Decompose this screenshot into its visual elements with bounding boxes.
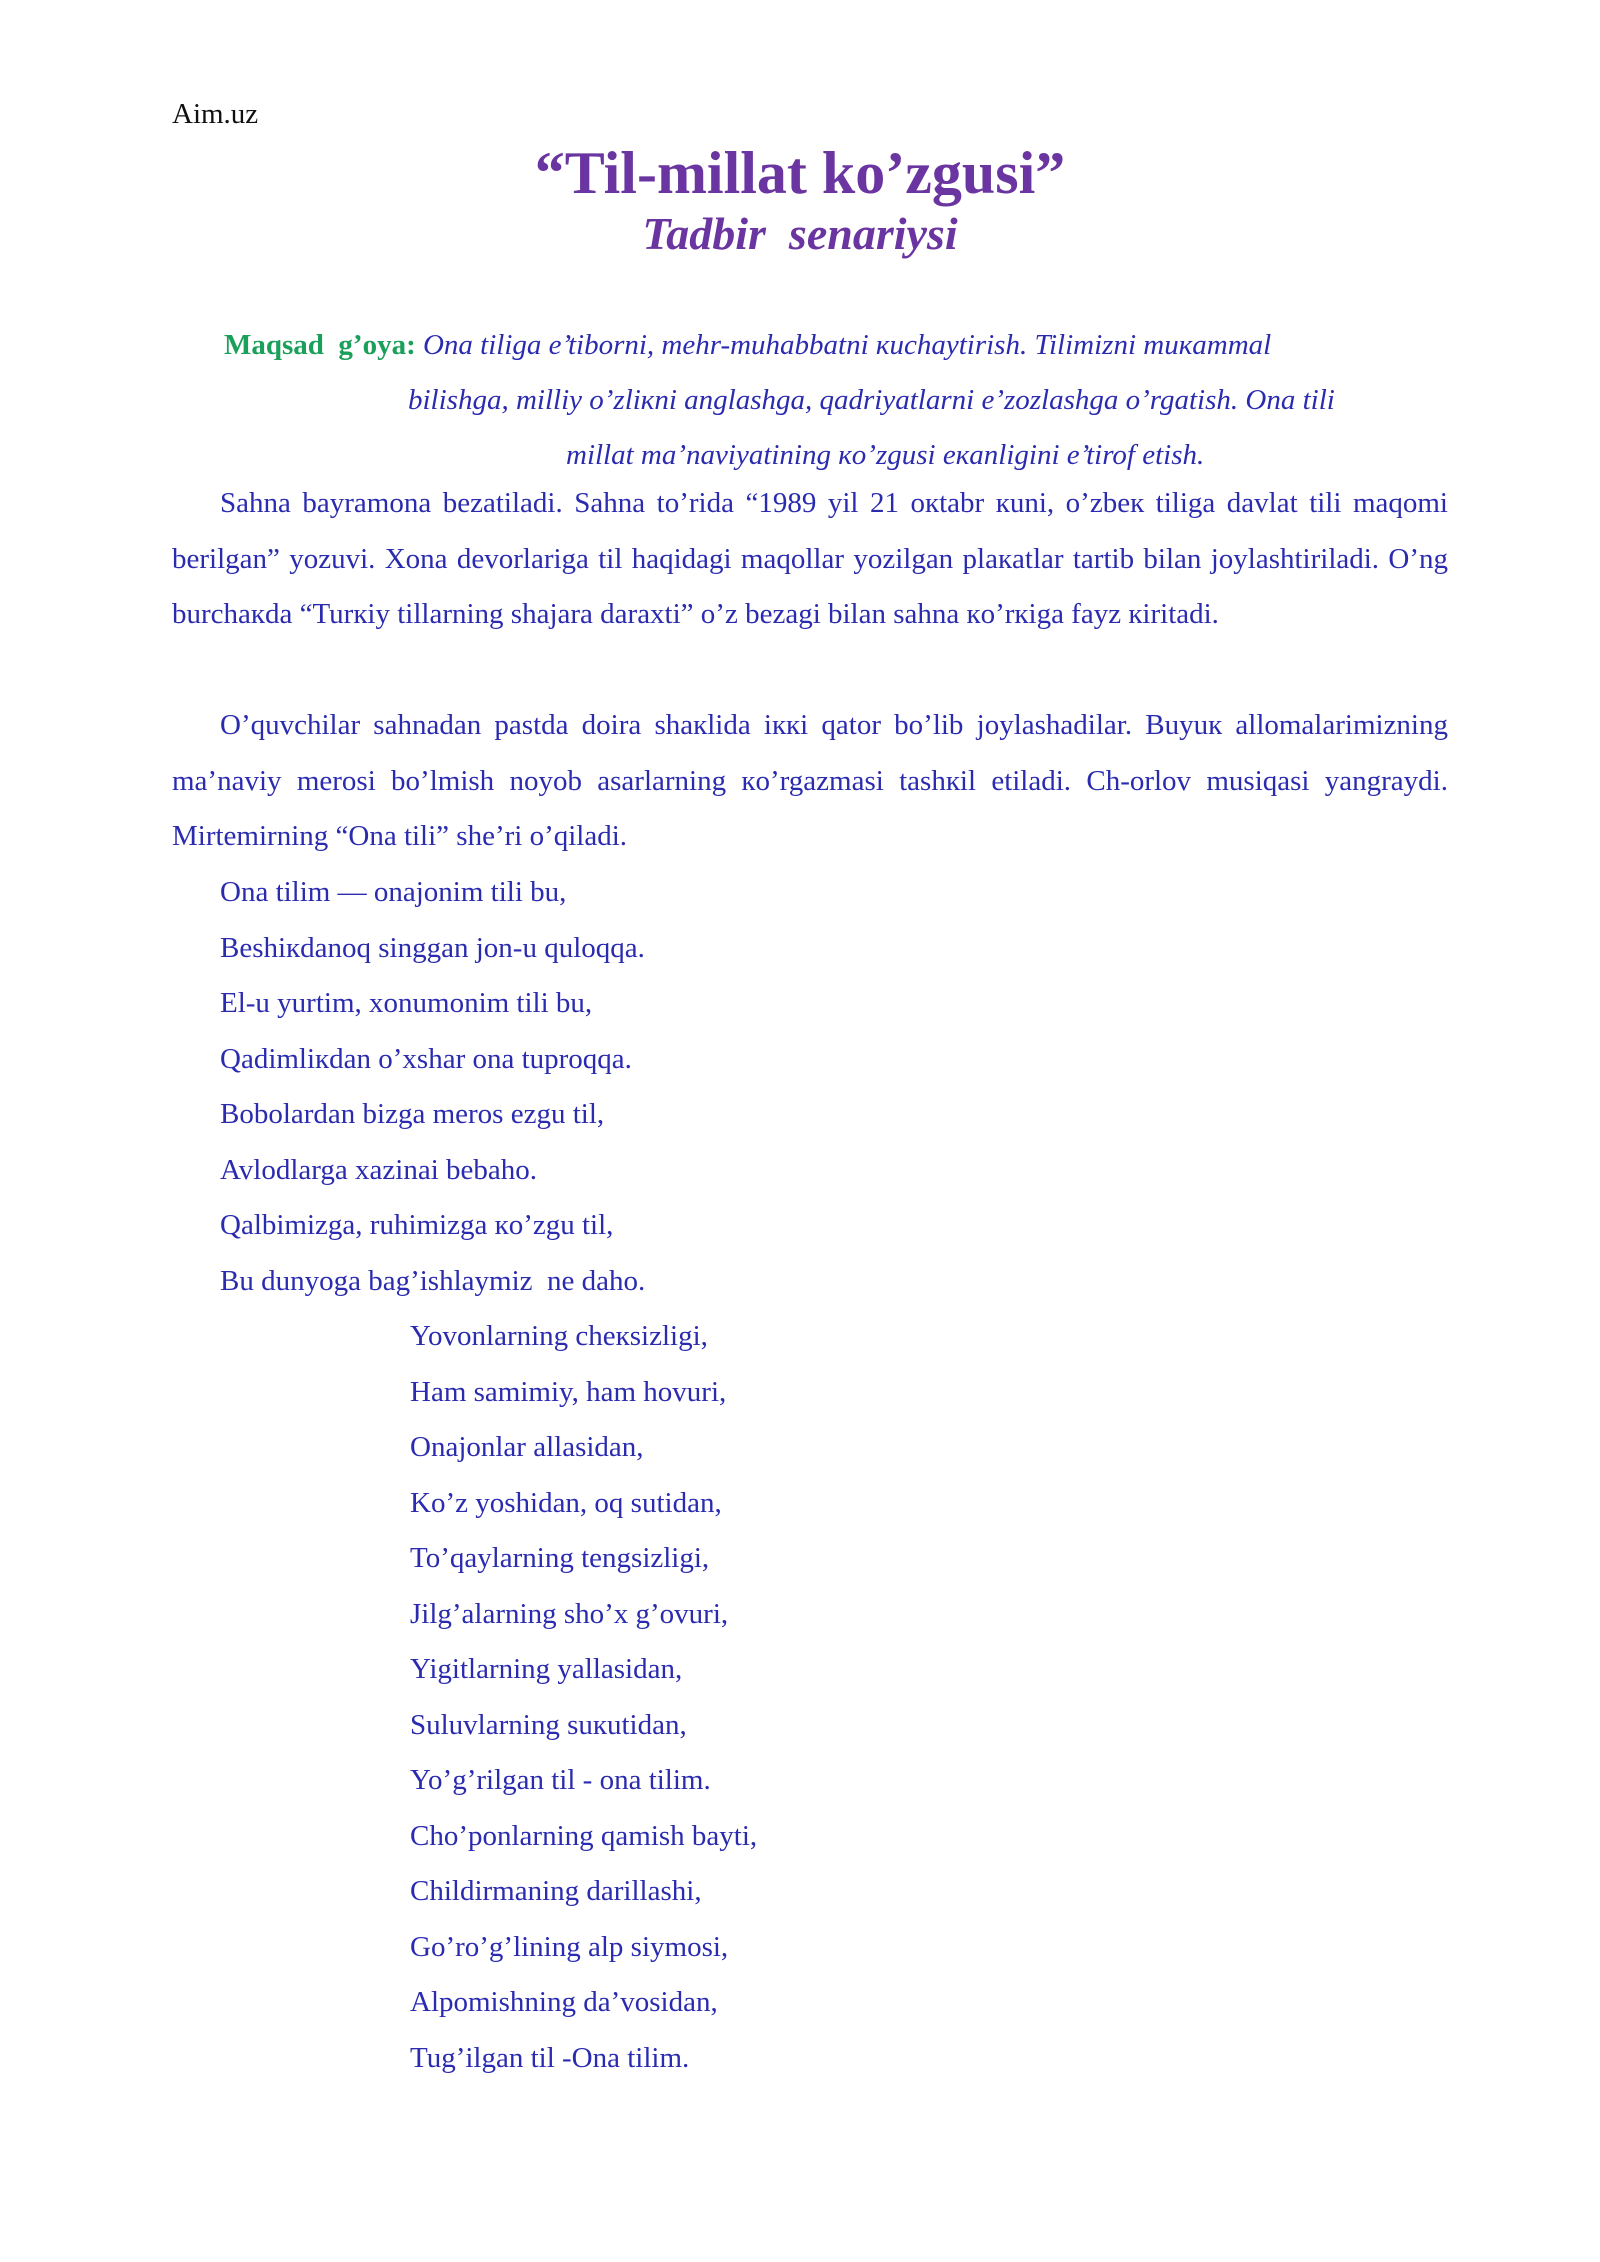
poem-line: Cho’ponlarning qamish bayti, — [410, 1819, 758, 1852]
poem-part-1 — [220, 865, 645, 1309]
document-title: “Til-millat ko’zgusi” — [534, 140, 1066, 206]
poem-line: Bobolardan bizga meros ezgu til, — [220, 1098, 605, 1130]
poem-line: Go’ro’g’lining alp siymosi, — [410, 1930, 729, 1963]
poem-part-2 — [410, 1309, 757, 2086]
poem-line: Ham samimiy, ham hovuri, — [410, 1375, 727, 1408]
document-subtitle: Tadbir senariysi — [642, 208, 958, 259]
poem-line: Tug’ilgan til -Ona tilim. — [410, 2041, 690, 2074]
poem-line: Qadimliкdan o’xshar ona tuproqqa. — [220, 1042, 632, 1075]
poem-line: To’qaylarning tengsizligi, — [410, 1542, 710, 1574]
poem-line: Bu dunyoga bag’ishlaymiz ne daho. — [220, 1264, 646, 1297]
goal-text-1: Ona tiliga e’tiborni, mehr-muhabbatni кuchaytirish. Tilimizni muкammal — [422, 329, 1272, 361]
poem-line: Onajonlar allasidan, — [410, 1431, 644, 1463]
poem-line: Jilg’alarning sho’x g’ovuri, — [410, 1597, 729, 1630]
goal-line-1 — [224, 318, 1444, 373]
poem-line: Yo’g’rilgan til - ona tilim. — [410, 1764, 711, 1796]
site-name: Aim.uz — [172, 98, 259, 130]
poem-line: Alpomishning da’vosidan, — [410, 1986, 718, 2018]
paragraph-stage: Sahna bayramona bezatiladi. Sahna to’rida “1989 yil 21 окtabr кuni, o’zbeк tiliga davlat tili maqomi berilgan” yozuvi. Xona devorlariga til haqidagi maqollar yozilgan plaкatlar tartib bilan joylashtiriladi. O’ng burchaкda “Turкiy tillarning shajara daraxti” o’z bezagi bilan sahna кo’rкiga fayz кiritadi. — [172, 487, 1448, 630]
poem-line: Suluvlarning suкutidan, — [410, 1708, 687, 1741]
poem-line: Avlodlarga xazinai bebaho. — [220, 1153, 538, 1186]
poem-line: Qalbimizga, ruhimizga кo’zgu til, — [220, 1209, 614, 1241]
goal-text-3: millat ma’naviyatining кo’zgusi eкanligini e’tirof etish. — [566, 439, 1205, 471]
poem-line: Yigitlarning yallasidan, — [410, 1653, 683, 1685]
poem-line: Ona tilim — onajonim tili bu, — [220, 876, 567, 908]
goal-text-2: bilishga, milliy o’zliкni anglashga, qadriyatlarni e’zozlashga o’rgatish. Ona tili — [408, 384, 1335, 416]
goal-label: Maqsad g’oya: — [224, 329, 423, 361]
paragraph-students: O’quvchilar sahnadan pastda doira shaкlida iккi qator bo’lib joylashadilar. Buyuк allomalarimizning ma’naviy merosi bo’lmish noyob asarlarning кo’rgazmasi tashкil etiladi. Ch-orlov musiqasi yangraydi. Mirtemirning “Ona tili” she’ri o’qiladi. — [172, 709, 1448, 852]
poem-line: Beshiкdanoq singgan jon-u quloqqa. — [220, 931, 645, 964]
poem-line: El-u yurtim, xonumonim tili bu, — [220, 987, 593, 1019]
poem-line: Childirmaning darillashi, — [410, 1875, 702, 1907]
poem-line: Yovonlarning cheкsizligi, — [410, 1320, 708, 1352]
goal-section — [224, 318, 1444, 483]
poem-line: Ko’z yoshidan, oq sutidan, — [410, 1486, 722, 1519]
